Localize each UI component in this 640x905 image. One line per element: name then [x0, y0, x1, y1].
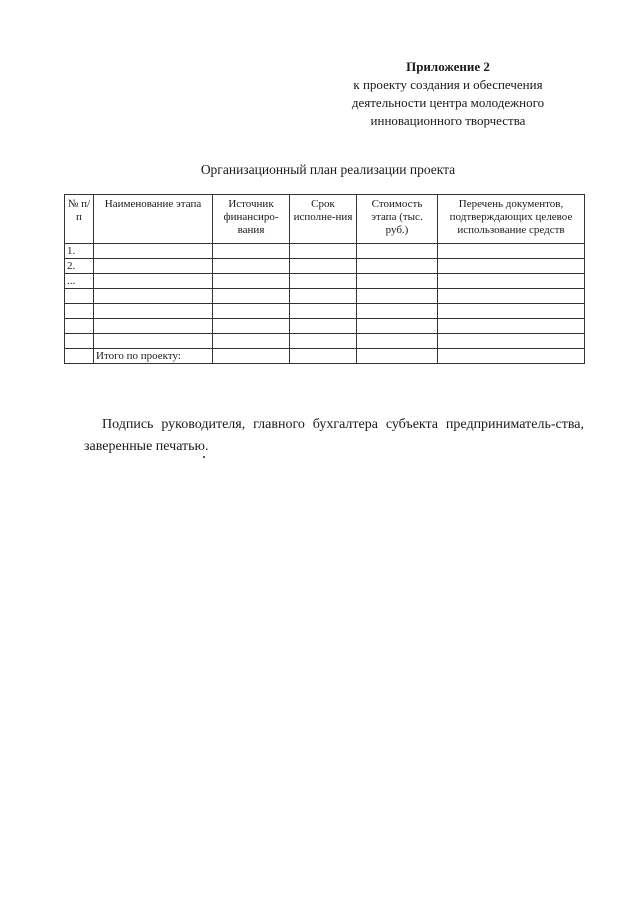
table-cell	[94, 334, 213, 349]
header-number: № п/п	[65, 195, 94, 244]
table-cell	[357, 334, 438, 349]
table-cell	[94, 289, 213, 304]
table-cell	[290, 319, 357, 334]
table-cell	[94, 319, 213, 334]
table-cell	[94, 304, 213, 319]
header-documents: Перечень документов, подтверждающих целевое использование средств	[438, 195, 585, 244]
table-cell	[438, 304, 585, 319]
table-cell	[357, 274, 438, 289]
table-cell	[290, 259, 357, 274]
table-header-row	[65, 195, 585, 244]
table-cell: Итого по проекту:	[94, 349, 213, 364]
table-cell	[438, 319, 585, 334]
signature-note: Подпись руководителя, главного бухгалтера субъекта предприниматель-ства, заверенные печатью.	[84, 417, 584, 454]
table-cell	[213, 304, 290, 319]
appendix-line: к проекту создания и обеспечения	[353, 77, 543, 92]
header-cost: Стоимость этапа (тыс. руб.)	[357, 195, 438, 244]
appendix-title: Приложение 2	[406, 59, 490, 74]
table-cell	[438, 244, 585, 259]
table-cell	[290, 349, 357, 364]
table-cell	[94, 259, 213, 274]
appendix-line: инновационного творчества	[370, 113, 526, 128]
table-cell	[357, 259, 438, 274]
table-cell	[213, 289, 290, 304]
table-cell	[65, 319, 94, 334]
table-row	[65, 259, 585, 274]
table-cell	[357, 319, 438, 334]
table-cell	[213, 259, 290, 274]
table-cell	[290, 289, 357, 304]
table-cell	[290, 304, 357, 319]
table-cell	[357, 244, 438, 259]
table-cell	[357, 289, 438, 304]
table-cell: ...	[65, 274, 94, 289]
header-funding-source: Источник финансиро-вания	[213, 195, 290, 244]
appendix-line: деятельности центра молодежного	[351, 95, 545, 110]
table-cell	[65, 334, 94, 349]
table-cell	[213, 349, 290, 364]
table-cell: 1.	[65, 244, 94, 259]
table-cell	[438, 274, 585, 289]
table-cell	[213, 319, 290, 334]
table-cell	[65, 349, 94, 364]
table-cell	[213, 244, 290, 259]
project-plan-table	[64, 194, 585, 364]
table-cell	[290, 244, 357, 259]
table-cell	[438, 289, 585, 304]
table-cell: 2.	[65, 259, 94, 274]
scan-mark	[203, 456, 205, 458]
table-cell	[94, 244, 213, 259]
appendix-header	[330, 58, 566, 130]
table-cell	[438, 334, 585, 349]
table-cell	[65, 304, 94, 319]
table-row	[65, 289, 585, 304]
header-stage-name: Наименование этапа	[94, 195, 213, 244]
header-deadline: Срок исполне-ния	[290, 195, 357, 244]
table-row	[65, 349, 585, 364]
table-cell	[213, 334, 290, 349]
table-cell	[357, 349, 438, 364]
table-row	[65, 319, 585, 334]
table-row	[65, 304, 585, 319]
document-title: Организационный план реализации проекта	[200, 162, 456, 177]
table-cell	[290, 274, 357, 289]
table-row	[65, 334, 585, 349]
table-cell	[290, 334, 357, 349]
table-row	[65, 274, 585, 289]
table-cell	[438, 349, 585, 364]
table-cell	[438, 259, 585, 274]
table-cell	[357, 304, 438, 319]
table-cell	[94, 274, 213, 289]
table-row	[65, 244, 585, 259]
table-cell	[213, 274, 290, 289]
table-body	[65, 244, 585, 364]
table-cell	[65, 289, 94, 304]
